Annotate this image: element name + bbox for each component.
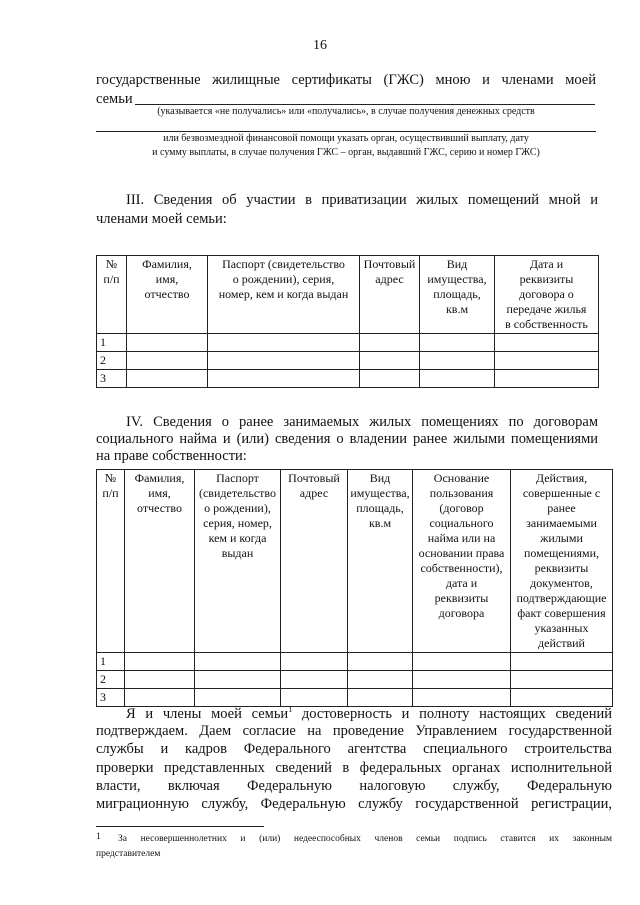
- table-cell[interactable]: [195, 671, 281, 689]
- table-cell[interactable]: [208, 370, 360, 388]
- footnote-separator: [96, 826, 264, 827]
- answer-underline-1: [135, 104, 595, 105]
- page-number: 16: [313, 38, 327, 53]
- column-header: Основание пользования (договор социального найма или на основании права собственности), дата и реквизиты договора: [413, 470, 511, 653]
- intro-line-1: государственные жилищные сертификаты (ГЖС) мною и членами моей: [96, 72, 596, 88]
- footnote-marker: 1: [96, 832, 101, 842]
- table-cell[interactable]: [413, 689, 511, 707]
- table-cell[interactable]: [281, 689, 348, 707]
- table-cell[interactable]: [511, 653, 613, 671]
- table-cell[interactable]: [127, 352, 208, 370]
- table-cell[interactable]: [195, 653, 281, 671]
- row-number: 3: [97, 689, 125, 707]
- intro-hint-1: (указывается «не получались» или «получались», в случае получения денежных средств: [157, 106, 535, 117]
- table-cell[interactable]: [511, 671, 613, 689]
- table-row: [97, 671, 613, 689]
- table-cell[interactable]: [208, 352, 360, 370]
- declaration-line-4: проверки представленных сведений в федеральных органах исполнительной: [96, 760, 612, 776]
- column-header: Паспорт (свидетельство о рождении), серия, номер, кем и когда выдан: [208, 256, 360, 334]
- column-header: № п/п: [97, 470, 125, 653]
- row-number: 1: [97, 334, 127, 352]
- column-header: Почтовый адрес: [360, 256, 420, 334]
- intro-line-2: семьи: [96, 91, 133, 107]
- intro-hint-2: или безвозмездной финансовой помощи указать орган, осуществивший выплату, дату: [163, 133, 529, 144]
- column-header: Вид имущества, площадь, кв.м: [348, 470, 413, 653]
- table-cell[interactable]: [348, 653, 413, 671]
- table-row: [97, 352, 599, 370]
- row-number: 2: [97, 352, 127, 370]
- column-header: Паспорт (свидетельство о рождении), серия, номер, кем и когда выдан: [195, 470, 281, 653]
- column-header: Фамилия, имя, отчество: [127, 256, 208, 334]
- table-cell[interactable]: [495, 334, 599, 352]
- table-cell[interactable]: [125, 653, 195, 671]
- section3-heading-line-2: членами моей семьи:: [96, 211, 227, 227]
- table-row: [97, 653, 613, 671]
- table-cell[interactable]: [281, 671, 348, 689]
- column-header: Почтовый адрес: [281, 470, 348, 653]
- column-header: Дата и реквизиты договора о передаче жилья в собственность: [495, 256, 599, 334]
- table-cell[interactable]: [511, 689, 613, 707]
- column-header: Действия, совершенные с ранее занимаемыми жилыми помещениями, реквизиты документов, подтверждающие факт совершения указанных действий: [511, 470, 613, 653]
- declaration-line-5: власти, включая Федеральную налоговую службу, Федеральную: [96, 778, 612, 794]
- table-cell[interactable]: [195, 689, 281, 707]
- table-cell[interactable]: [360, 352, 420, 370]
- section4-heading-line-1: IV. Сведения о ранее занимаемых жилых помещениях по договорам: [126, 414, 598, 430]
- table-cell[interactable]: [495, 352, 599, 370]
- declaration-line-1: Я и члены моей семьи$^1$ достоверность и полноту настоящих сведений: [126, 705, 613, 722]
- table-cell[interactable]: [208, 334, 360, 352]
- section3-heading-line-1: III. Сведения об участии в приватизации жилых помещений мной и: [126, 192, 598, 208]
- table-cell[interactable]: [127, 334, 208, 352]
- declaration-line-2: подтверждаем. Даем согласие на проведение Управлением государственной: [96, 723, 612, 739]
- declaration-line-3: службы и кадров Федерального агентства специального строительства: [96, 741, 612, 757]
- footnote-line-1: За несовершеннолетних и (или) недееспособных членов семьи подпись ставится их законным: [118, 834, 612, 844]
- table-cell[interactable]: [420, 334, 495, 352]
- table-row: [97, 689, 613, 707]
- column-header: Вид имущества, площадь, кв.м: [420, 256, 495, 334]
- row-number: 3: [97, 370, 127, 388]
- table-cell[interactable]: [420, 370, 495, 388]
- table-cell[interactable]: [360, 370, 420, 388]
- table-cell[interactable]: [420, 352, 495, 370]
- table-header-row: [97, 470, 613, 653]
- table-header-row: [97, 256, 599, 334]
- table-cell[interactable]: [495, 370, 599, 388]
- table-cell[interactable]: [413, 671, 511, 689]
- row-number: 2: [97, 671, 125, 689]
- footnote-line-2: представителем: [96, 849, 161, 859]
- table-cell[interactable]: [348, 689, 413, 707]
- section4-heading-line-3: на праве собственности:: [96, 448, 247, 464]
- row-number: 1: [97, 653, 125, 671]
- table-cell[interactable]: [413, 653, 511, 671]
- section4-heading-line-2: социального найма и (или) сведения о владении ранее жилыми помещениями: [96, 431, 598, 447]
- previous-housing-table: [96, 469, 613, 707]
- table-cell[interactable]: [360, 334, 420, 352]
- table-cell[interactable]: [348, 671, 413, 689]
- column-header: № п/п: [97, 256, 127, 334]
- intro-hint-3: и сумму выплаты, в случае получения ГЖС – орган, выдавший ГЖС, серию и номер ГЖС): [152, 147, 540, 158]
- table-row: [97, 370, 599, 388]
- answer-underline-2: [96, 131, 596, 132]
- table-cell[interactable]: [125, 671, 195, 689]
- column-header: Фамилия, имя, отчество: [125, 470, 195, 653]
- table-cell[interactable]: [127, 370, 208, 388]
- table-row: [97, 334, 599, 352]
- declaration-line-6: миграционную службу, Федеральную службу государственной регистрации,: [96, 796, 612, 812]
- privatization-table: [96, 255, 599, 388]
- table-cell[interactable]: [125, 689, 195, 707]
- table-cell[interactable]: [281, 653, 348, 671]
